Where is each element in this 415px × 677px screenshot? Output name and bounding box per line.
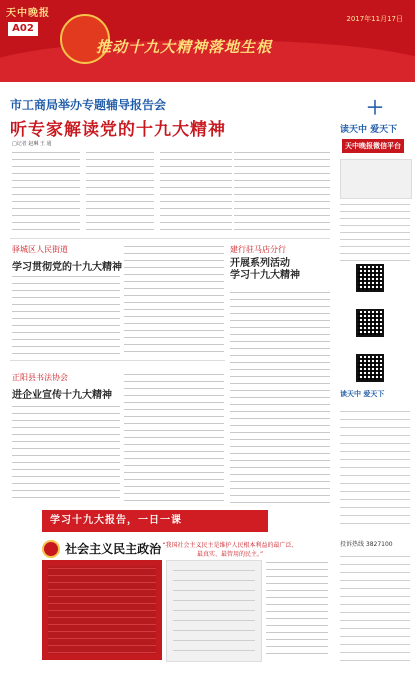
qr-code-icon <box>356 354 384 382</box>
lead-title: 听专家解读党的十九大精神 <box>10 120 226 140</box>
lead-body-col2 <box>86 150 154 232</box>
feature-photo <box>42 560 162 660</box>
divider <box>10 360 225 361</box>
section-1-body-col2 <box>124 244 224 354</box>
section-1-body <box>12 274 120 354</box>
lead-byline: □记者 赵琳 王 通 <box>12 141 52 147</box>
section-3-body-col2 <box>124 372 224 504</box>
section-1-title: 学习贯彻党的十九大精神 <box>12 262 122 273</box>
feature-banner: 学习十九大报告，一日一课 <box>42 510 268 532</box>
sidebar-logo-text: 读天中 爱天下 <box>340 125 398 135</box>
sidebar-weather-title: 读天中 爱天下 <box>340 390 385 398</box>
section-3-kicker: 正阳县书法协会 <box>12 373 68 382</box>
section-1-kicker: 驿城区人民街道 <box>12 245 68 254</box>
qr-code-icon <box>356 264 384 292</box>
lead-body-col3 <box>160 150 232 232</box>
lead-body-col1 <box>12 150 80 232</box>
newspaper-brand: 天中晚报 <box>6 8 50 19</box>
sidebar-lines <box>340 554 410 664</box>
sidebar-contact: 投诉热线 3827100 <box>340 541 393 548</box>
sidebar-ad <box>340 159 412 199</box>
masthead-slogan: 推动十九大精神落地生根 <box>96 38 273 56</box>
section-2-title: 开展系列活动 学习十九大精神 <box>230 258 300 281</box>
lead-subtitle: 市工商局举办专题辅导报告会 <box>10 98 167 112</box>
section-3-title: 进企业宣传十九大精神 <box>12 390 112 401</box>
feature-side-text <box>266 560 328 660</box>
page-number: A02 <box>8 22 38 36</box>
feature-list <box>166 560 262 662</box>
masthead <box>0 0 415 82</box>
issue-date: 2017年11月17日 <box>346 15 403 23</box>
section-2-kicker: 建行驻马店分行 <box>230 245 286 254</box>
sidebar-weather <box>340 409 410 529</box>
sidebar-stamp: 天中晚报微信平台 <box>342 139 404 153</box>
party-emblem-icon <box>42 540 60 558</box>
section-3-body <box>12 404 120 504</box>
lead-body-col4 <box>234 150 330 232</box>
sidebar-info <box>340 202 410 262</box>
feature-quote: “我国社会主义民主是维护人民根本利益的最广泛、最真实、最管用的民主。” <box>162 542 298 558</box>
logo-icon: ＋ <box>366 98 384 119</box>
feature-title: 社会主义民主政治 <box>65 542 162 556</box>
right-sidebar <box>336 84 415 677</box>
divider <box>10 238 330 239</box>
section-2-body <box>230 290 330 505</box>
qr-code-icon <box>356 309 384 337</box>
